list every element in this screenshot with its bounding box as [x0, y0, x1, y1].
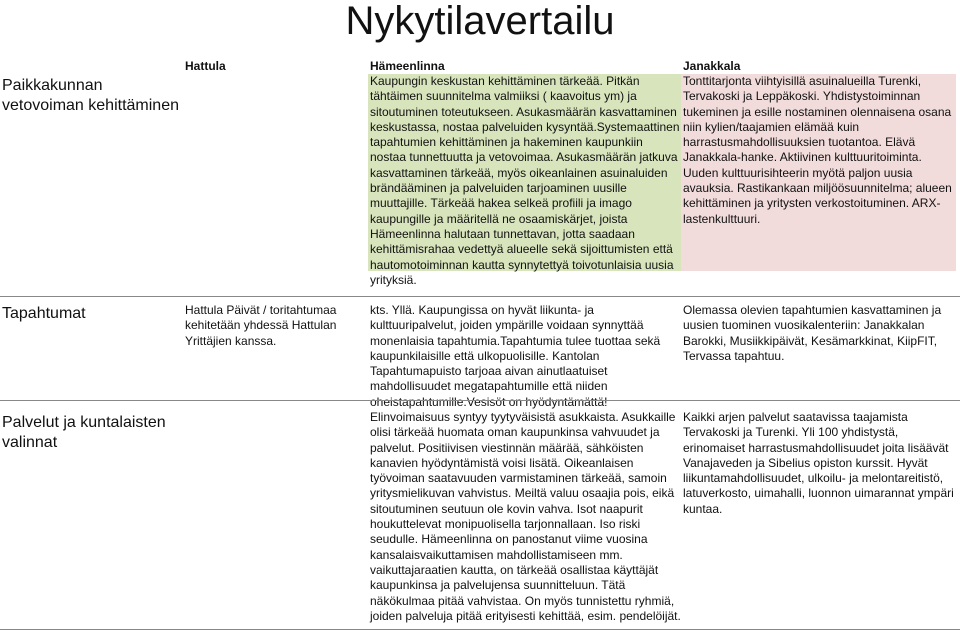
cell-hattula-vetovoima: [183, 74, 368, 271]
cell-hattula-palvelut: [183, 410, 368, 624]
header-hameenlinna: Hämeenlinna: [368, 60, 681, 73]
cell-hameenlinna-vetovoima: Kaupungin keskustan kehittäminen tärkeää. Pitkän tähtäimen suunnitelma valmiiksi ( kaavoitus ym) ja sitoutuminen toteutukseen. Asukasmäärän kasvattaminen keskustassa, nostaa palveluiden kysyntää.Systemaattinen tapahtumien kehittäminen ja hakeminen kaupunkiin nostaa tunnettuutta ja vetovoimaa. Asukasmäärän jatkuva kasvattaminen tärkeää, myös oikeanlainen asuinaluiden brändääminen ja palveluiden tarjoaminen uusille muuttajille. Tärkeää hakea selkeä profiili ja imago kaupungille ja määritellä ne osaamiskärjet, joista Hämeenlinna halutaan tunnettavan, jotta saadaan kehittämisrahaa vedettyä alueelle sekä sijoittumisten että hautomotoiminnan kautta synnytettyä toivotunlaisia uusia yrityksiä.: [370, 74, 680, 287]
header-hattula: Hattula: [183, 60, 368, 73]
header-janakkala: Janakkala: [681, 60, 956, 73]
cell-hattula-tapahtumat: Hattula Päivät / toritahtumaa kehitetään yhdessä Hattulan Yrittäjien kanssa.: [185, 303, 337, 348]
row-divider: [0, 629, 960, 630]
row-divider: [0, 296, 960, 297]
cell-hameenlinna-tapahtumat: kts. Yllä. Kaupungissa on hyvät liikunta- ja kulttuuripalvelut, joiden ympärille voidaan synnyttää monenlaisia tapahtumia.Tapahtumia tulee tuottaa sekä kaupunkilaisille että ulkopuolisille. Kantolan Tapahtumapuisto tarjoaa aivan ainutlaatuiset mahdollisuudet megatapahtumille että niiden oheistapahtumille.Vesisöt on hyödyntämättä!: [370, 303, 661, 409]
cell-janakkala-palvelut: Kaikki arjen palvelut saatavissa taajamista Tervakoski ja Turenki. Yli 100 yhdistystä, erinomaiset harrastusmahdollisuudet joita lisäävät Vanajaveden ja Sibelius opiston kurssit. Hyvät liikuntamahdollisuudet, ulkoilu- ja melontareitistö, latuverkosto, uimahalli, luonnon uimarannat ympäri kuntaa.: [683, 410, 954, 516]
row-label-palvelut: Palvelut ja kuntalaisten valinnat: [2, 414, 166, 451]
row-label-vetovoima: Paikkakunnan vetovoiman kehittäminen: [2, 77, 179, 114]
row-label-tapahtumat: Tapahtumat: [2, 305, 86, 322]
row-divider: [0, 400, 960, 401]
cell-hameenlinna-palvelut: Elinvoimaisuus syntyy tyytyväisistä asukkaista. Asukkaille olisi tärkeää huomata oman kaupunkinsa vahvuudet ja palvelut. Positiivisen viestinnän määrää, sähköisten kanavien hyödyntämistä voisi lisätä. Oikeanlaisen työvoiman saatavuuden varmistaminen tärkeää, samoin yritysmielikuvan vahvistus. Meiltä valuu osaajia pois, eikä sitoutuminen seutuun ole kovin vahva. Isot naapurit houkuttelevat monipuolisella tarjonnallaan. Iso riski seudulle. Hämeenlinna on panostanut viime vuosina kansalaisvaikuttamisen mahdollistamiseen mm. vaikuttajaraatien kautta, on tärkeää osallistaa käyttäjät kaupunkinsa ja palvelujensa suunnitteluun. Tätä näkökulmaa pitää vahvistaa. On myös tunnistettu ryhmiä, joiden palveluja pitää erityisesti kehittää, esim. pendelöijät.: [370, 410, 681, 623]
cell-janakkala-vetovoima: Tonttitarjonta viihtyisillä asuinalueilla Turenki, Tervakoski ja Leppäkoski. Yhdistystoiminnan tukeminen ja esille nostaminen olennaisena osana niin kylien/taajamien elämää kuin harrastusmahdollisuuksien tuotantoa. Elävä Janakkala-hanke. Aktiivinen kulttuuritoiminta. Uuden kulttuurisihteerin myötä paljon uusia avauksia. Rastikankaan miljöösuunnitelma; alueen kehittäminen ja yritysten verkostoituminen. ARX-lastenkulttuuri.: [681, 74, 956, 271]
cell-janakkala-tapahtumat: Olemassa olevien tapahtumien kasvattaminen ja uusien tuominen vuosikalenteriin: Janakkalan Barokki, Musiikkipäivät, Kesämarkkinat, KiipFIT, Tervassa tapahtuu.: [683, 303, 942, 363]
page-title: Nykytilavertailu: [345, 0, 615, 43]
